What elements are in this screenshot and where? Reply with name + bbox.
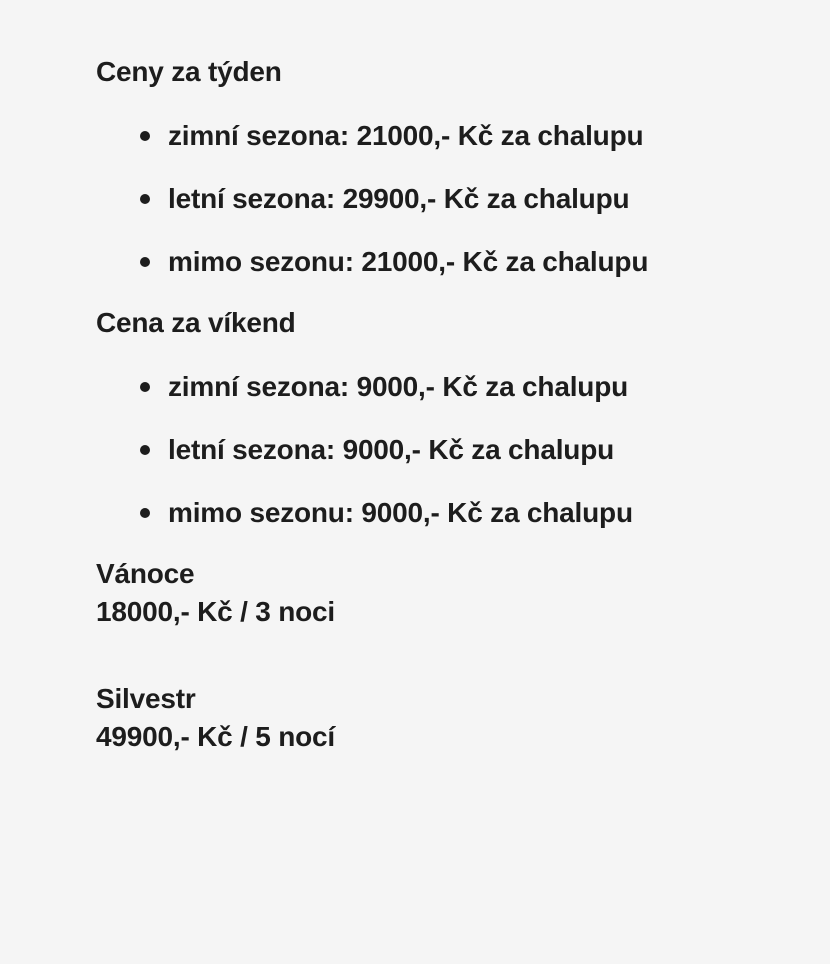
list-item [96,431,830,469]
list-item-text: zimní sezona: 9000,- Kč za chalupu [168,371,628,402]
bullet-icon [140,382,150,392]
bullet-icon [140,445,150,455]
bullet-icon [140,257,150,267]
week-prices-heading: Ceny za týden [96,56,282,87]
weekend-prices-list [96,368,830,532]
week-prices-list [96,117,830,281]
list-item-text: zimní sezona: 21000,- Kč za chalupu [168,120,644,151]
list-item-text: mimo sezonu: 21000,- Kč za chalupu [168,246,649,277]
list-item [96,243,830,281]
list-item-text: letní sezona: 29900,- Kč za chalupu [168,183,630,214]
christmas-price: 18000,- Kč / 3 noci [96,596,335,627]
new-year-heading: Silvestr [96,683,196,714]
bullet-icon [140,194,150,204]
christmas-heading: Vánoce [96,558,195,589]
list-item [96,180,830,218]
weekend-prices-heading: Cena za víkend [96,307,296,338]
list-item-text: mimo sezonu: 9000,- Kč za chalupu [168,497,633,528]
bullet-icon [140,508,150,518]
list-item [96,117,830,155]
list-item [96,368,830,406]
new-year-price: 49900,- Kč / 5 nocí [96,721,335,752]
list-item-text: letní sezona: 9000,- Kč za chalupu [168,434,614,465]
bullet-icon [140,131,150,141]
list-item [96,494,830,532]
